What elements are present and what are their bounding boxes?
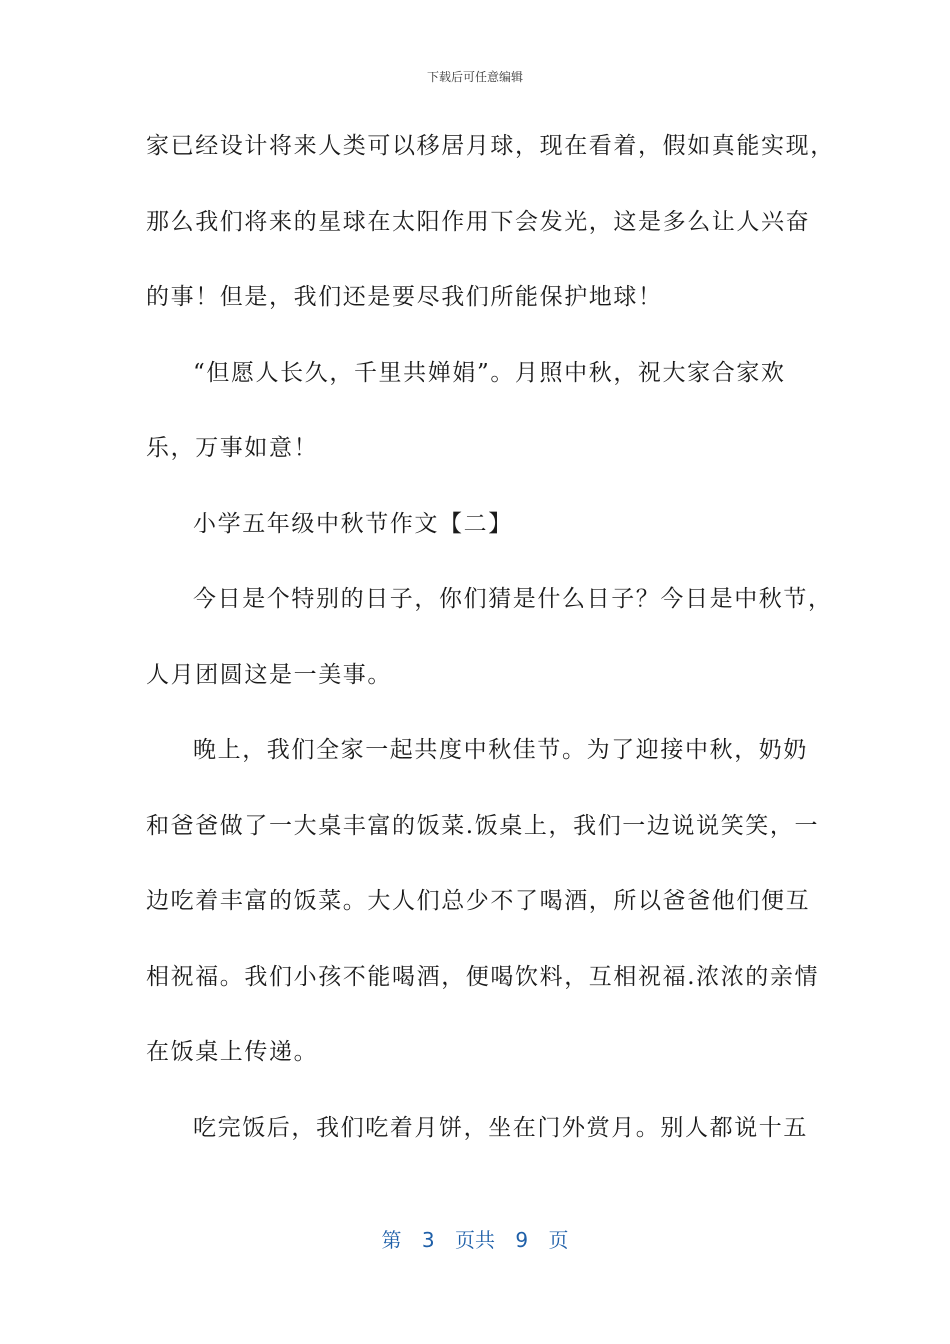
text-line: 晚上，我们全家一起共度中秋佳节。为了迎接中秋，奶奶 xyxy=(193,737,808,763)
text-line: 乐，万事如意！ xyxy=(146,435,319,461)
footer-page-number: 3 xyxy=(421,1228,435,1252)
text-line: 家已经设计将来人类可以移居月球，现在看着，假如真能实现， xyxy=(146,133,835,159)
text-line: 的事！但是，我们还是要尽我们所能保护地球！ xyxy=(146,284,663,310)
text-line: “但愿人长久，千里共婵娟”。月照中秋，祝大家合家欢 xyxy=(193,359,786,386)
text-line: 人月团圆这是一美事。 xyxy=(146,661,392,688)
text-line: 在饭桌上传递。 xyxy=(146,1039,319,1065)
text-line: 吃完饭后，我们吃着月饼，坐在门外赏月。别人都说十五 xyxy=(193,1114,808,1141)
text-line: 边吃着丰富的饭菜。大人们总少不了喝酒，所以爸爸他们便互 xyxy=(146,888,811,914)
footer-prefix: 第 xyxy=(381,1228,402,1252)
text-line: 那么我们将来的星球在太阳作用下会发光，这是多么让人兴奋 xyxy=(146,208,811,235)
footer-total-pages: 9 xyxy=(515,1228,529,1252)
footer-suffix: 页 xyxy=(548,1228,569,1252)
text-line: 相祝福。我们小孩不能喝酒，便喝饮料，互相祝福.浓浓的亲情 xyxy=(146,963,820,990)
document-body xyxy=(146,120,835,1177)
page-header: 下载后可任意编辑 xyxy=(426,70,523,84)
text-line: 今日是个特别的日子，你们猜是什么日子？今日是中秋节， xyxy=(193,586,833,612)
footer-middle: 页共 xyxy=(455,1228,495,1252)
section-heading: 小学五年级中秋节作文【二】 xyxy=(193,510,513,537)
page-footer xyxy=(0,1224,950,1253)
text-line: 和爸爸做了一大桌丰富的饭菜.饭桌上，我们一边说说笑笑，一 xyxy=(146,812,820,839)
